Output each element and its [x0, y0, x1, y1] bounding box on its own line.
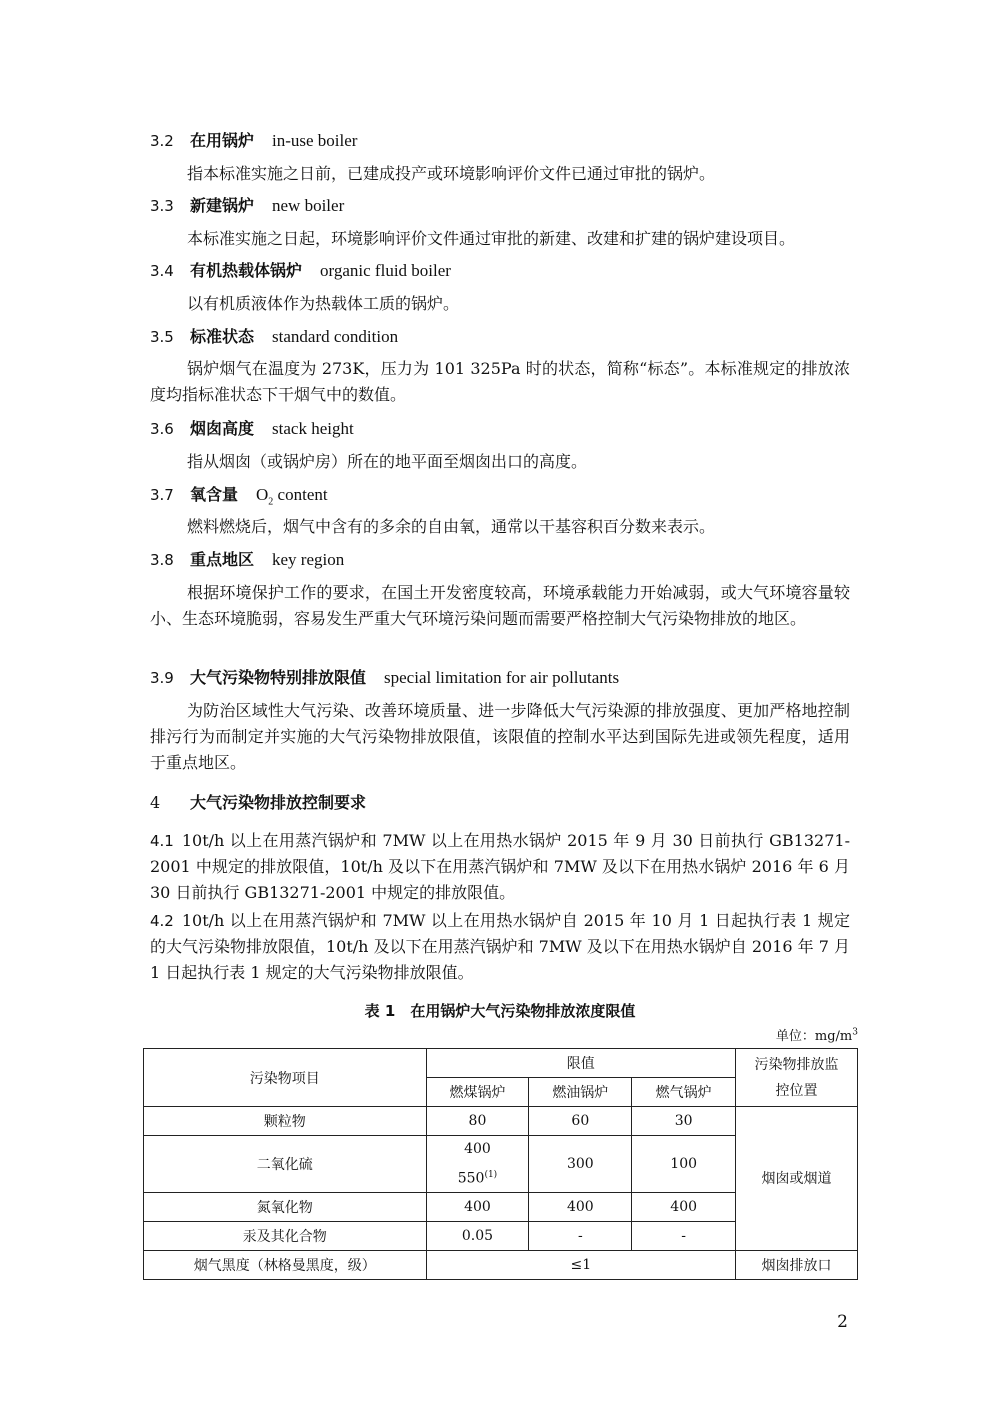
term-number: 3.7: [150, 486, 174, 504]
term-3-7-definition: 燃料燃烧后，烟气中含有的多余的自由氧，通常以干基容积百分数来表示。: [187, 517, 716, 536]
coal-value-secondary: [427, 1162, 529, 1192]
row-item: 二氧化硫: [144, 1136, 427, 1193]
term-cn: 新建锅炉: [190, 196, 255, 215]
term-3-2-heading: [150, 130, 357, 152]
term-en: organic fluid boiler: [320, 261, 451, 280]
term-en: key region: [272, 550, 345, 569]
requirement-text: 10t/h 以上在用蒸汽锅炉和 7MW 以上在用热水锅炉 2015 年 9 月 30 日前执行 GB13271-2001 中规定的排放限值，10t/h 及以下在用蒸汽锅炉和 7MW 及以下在用热水锅炉 2016 年 6 月 30 日前执行 GB13271-2001 中规定的排放限值。: [150, 831, 850, 902]
term-3-9-definition: 为防治区域性大气污染、改善环境质量、进一步降低大气污染源的排放强度、更加严格地控制排污行为而制定并实施的大气污染物排放限值，该限值的控制水平达到国际先进或领先程度，适用于重点地区。: [150, 701, 850, 772]
row-coal: 80: [426, 1107, 529, 1136]
requirement-text: 10t/h 以上在用蒸汽锅炉和 7MW 以上在用热水锅炉自 2015 年 10 月 1 日起执行表 1 规定的大气污染物排放限值，10t/h 及以下在用蒸汽锅炉和 7MW 及以下在用热水锅炉自 2016 年 7 月 1 日起执行表 1 规定的大气污染物排放限值。: [150, 911, 850, 982]
unit-text: 单位：mg/m: [775, 1029, 853, 1044]
row-oil: 60: [529, 1107, 632, 1136]
row-oil: -: [529, 1221, 632, 1250]
term-en: standard condition: [272, 327, 399, 346]
row-monitor: 烟囱排放口: [736, 1250, 858, 1279]
term-cn: 烟囱高度: [190, 419, 255, 438]
section-title: 大气污染物排放控制要求: [190, 793, 367, 812]
row-coal: [426, 1136, 529, 1193]
term-cn: 有机热载体锅炉: [190, 261, 303, 280]
requirement-number: 4.1: [150, 832, 174, 850]
row-item: 烟气黑度（林格曼黑度，级）: [144, 1250, 427, 1279]
row-item: 汞及其化合物: [144, 1221, 427, 1250]
term-number: 3.6: [150, 420, 174, 438]
term-en: stack height: [272, 419, 354, 438]
requirement-4-2: [150, 908, 850, 986]
term-en: [256, 485, 328, 508]
unit-superscript: 3: [852, 1027, 858, 1038]
term-number: 3.4: [150, 262, 174, 280]
term-cn: 标准状态: [190, 327, 255, 346]
term-3-4-heading: [150, 260, 451, 282]
header-item: 污染物项目: [144, 1049, 427, 1107]
term-3-8-definition: 根据环境保护工作的要求，在国土开发密度较高，环境承载能力开始减弱，或大气环境容量较小、生态环境脆弱，容易发生严重大气环境污染问题而需要严格控制大气污染物排放的地区。: [150, 583, 850, 628]
header-monitor: 污染物排放监控位置: [736, 1049, 858, 1107]
row-gas: 400: [632, 1192, 736, 1221]
table-title: 表 1 在用锅炉大气污染物排放浓度限值: [364, 1002, 636, 1020]
term-cn: 在用锅炉: [190, 131, 255, 150]
table-unit: [776, 1025, 858, 1044]
term-3-5-definition: 锅炉烟气在温度为 273K，压力为 101 325Pa 时的状态，简称“标态”。本标准规定的排放浓度均指标准状态下干烟气中的数值。: [150, 359, 850, 404]
term-3-3-heading: [150, 195, 344, 217]
row-item: 氮氧化物: [144, 1192, 427, 1221]
term-3-9-heading: [150, 667, 619, 689]
term-3-7-heading: [150, 484, 328, 513]
page-number: 2: [837, 1312, 848, 1332]
term-number: 3.8: [150, 551, 174, 569]
row-coal: 0.05: [426, 1221, 529, 1250]
table-row: [144, 1250, 858, 1279]
term-3-3-definition: 本标准实施之日起，环境影响评价文件通过审批的新建、改建和扩建的锅炉建设项目。: [187, 229, 796, 248]
header-gas: 燃气锅炉: [632, 1078, 736, 1107]
header-coal: 燃煤锅炉: [426, 1078, 529, 1107]
row-gas: 30: [632, 1107, 736, 1136]
row-gas: 100: [632, 1136, 736, 1193]
term-3-6-heading: [150, 418, 354, 440]
term-3-2-definition: 指本标准实施之日前，已建成投产或环境影响评价文件已通过审批的锅炉。: [187, 164, 716, 183]
term-number: 3.2: [150, 132, 174, 150]
row-coal: 400: [426, 1192, 529, 1221]
term-en: special limitation for air pollutants: [384, 668, 620, 687]
term-en: in-use boiler: [272, 131, 358, 150]
term-number: 3.9: [150, 669, 174, 687]
requirement-number: 4.2: [150, 912, 174, 930]
term-3-8-heading: [150, 549, 344, 571]
emission-limits-table: [143, 1048, 858, 1280]
requirement-4-1: [150, 828, 850, 906]
term-en-rest: content: [273, 485, 328, 504]
term-cn: 重点地区: [190, 550, 255, 569]
term-en-subscript: 2: [268, 496, 274, 508]
term-cn: 大气污染物特别排放限值: [190, 668, 367, 687]
row-item: 颗粒物: [144, 1107, 427, 1136]
term-number: 3.3: [150, 197, 174, 215]
header-limit: 限值: [426, 1049, 736, 1078]
row-gas: -: [632, 1221, 736, 1250]
monitor-location: 烟囱或烟道: [736, 1107, 858, 1251]
term-3-5-heading: [150, 326, 398, 348]
footnote-marker: (1): [484, 1170, 498, 1180]
term-3-4-definition: 以有机质液体作为热载体工质的锅炉。: [187, 294, 460, 313]
term-3-6-definition: 指从烟囱（或锅炉房）所在的地平面至烟囱出口的高度。: [187, 452, 588, 471]
header-oil: 燃油锅炉: [529, 1078, 632, 1107]
term-number: 3.5: [150, 328, 174, 346]
row-limit: ≤1: [426, 1250, 736, 1279]
coal-value-secondary-number: 550: [457, 1170, 485, 1187]
term-en: new boiler: [272, 196, 345, 215]
row-oil: 400: [529, 1192, 632, 1221]
table-row: [144, 1107, 858, 1136]
section-4-heading: [150, 792, 366, 814]
term-en-symbol: O: [256, 485, 269, 504]
coal-value-primary: 400: [464, 1141, 491, 1157]
term-cn: 氧含量: [190, 485, 239, 504]
row-oil: 300: [529, 1136, 632, 1193]
section-number: 4: [150, 793, 161, 812]
